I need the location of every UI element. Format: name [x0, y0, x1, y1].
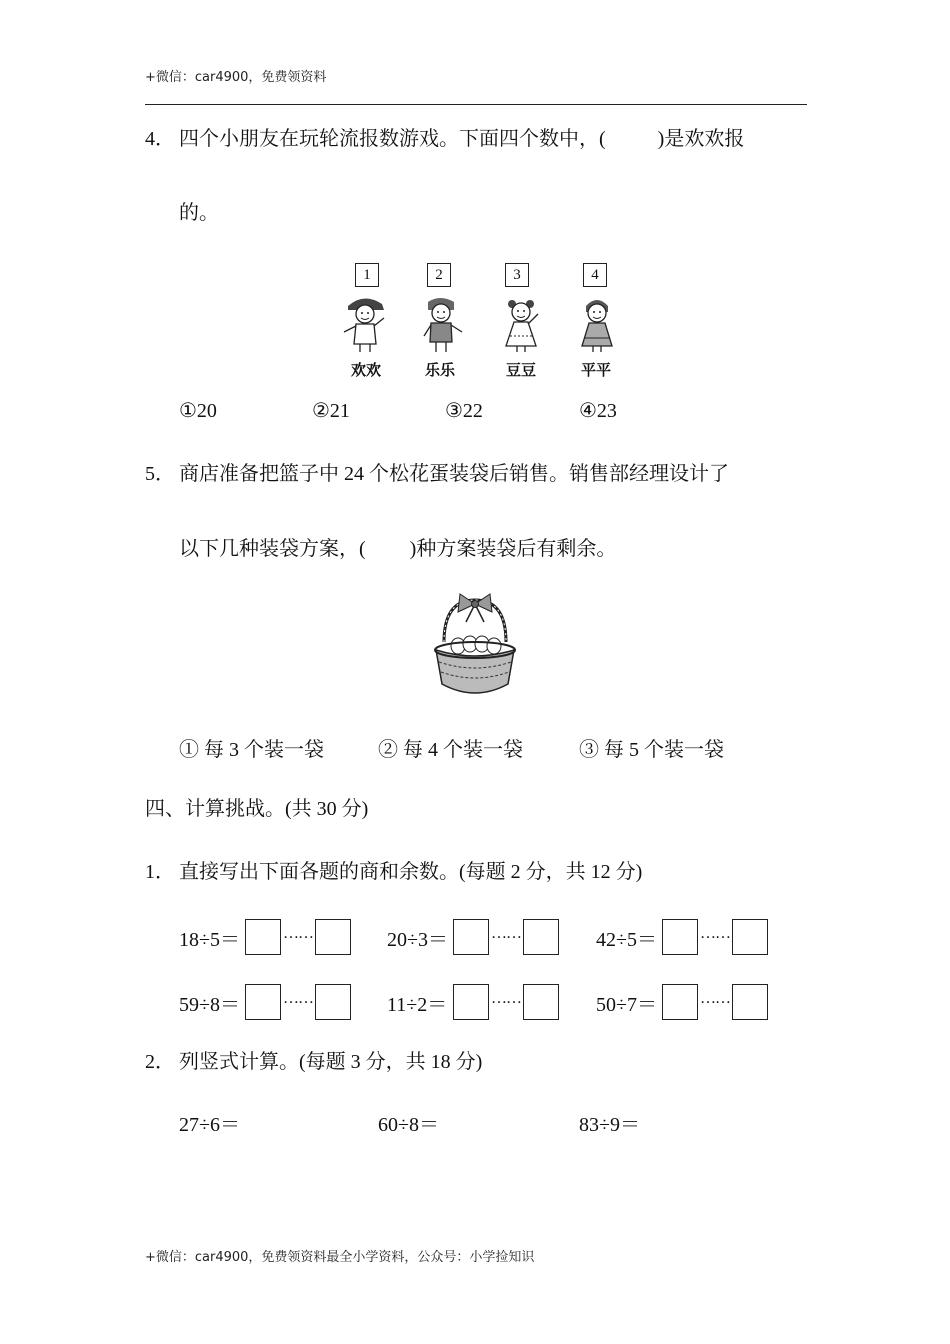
quotient-box[interactable]	[453, 919, 489, 955]
section-4-title: 四、计算挑战。(共 30 分)	[145, 798, 369, 820]
page-footer: +微信：car4900，免费领资料最全小学资料，公众号：小学捡知识	[145, 1250, 535, 1265]
division-row-1	[596, 919, 768, 955]
remainder-box[interactable]	[732, 919, 768, 955]
vertical-calc-item[interactable]: 27÷6＝	[179, 1114, 240, 1136]
remainder-box[interactable]	[523, 919, 559, 955]
remainder-dots: ……	[283, 925, 313, 942]
kid-name: 欢欢	[350, 361, 381, 379]
q5-number: 5．	[145, 463, 175, 485]
c2-number: 2．	[145, 1051, 175, 1073]
division-row-2	[387, 984, 559, 1020]
seat-number-box: 2	[427, 263, 451, 287]
quotient-box[interactable]	[453, 984, 489, 1020]
remainder-box[interactable]	[315, 984, 351, 1020]
q4-option-3[interactable]: ③22	[445, 400, 483, 422]
q4-option-1[interactable]: ①20	[179, 400, 217, 422]
division-row-1	[387, 919, 559, 955]
c1-text: 直接写出下面各题的商和余数。(每题 2 分，共 12 分)	[179, 861, 643, 883]
c1-heading	[145, 860, 642, 884]
kid-name: 乐乐	[424, 361, 455, 379]
quotient-box[interactable]	[662, 919, 698, 955]
q4-text-before: 四个小朋友在玩轮流报数游戏。下面四个数中，(	[179, 128, 606, 150]
remainder-dots: ……	[491, 990, 521, 1007]
q4-text-after: )是欢欢报	[657, 128, 745, 150]
q4-line1	[145, 127, 744, 151]
seat-number-box: 4	[583, 263, 607, 287]
division-expression: 20÷3＝	[387, 928, 448, 951]
quotient-box[interactable]	[245, 984, 281, 1020]
c2-heading	[145, 1050, 482, 1074]
division-row-2	[596, 984, 768, 1020]
division-row-2	[179, 984, 351, 1020]
q5-line2	[179, 537, 616, 561]
kid-name: 豆豆	[505, 361, 536, 379]
q4-option-2[interactable]: ②21	[312, 400, 350, 422]
remainder-dots: ……	[700, 925, 730, 942]
vertical-calc-item[interactable]: 83÷9＝	[579, 1114, 640, 1136]
quotient-box[interactable]	[245, 919, 281, 955]
q4-number: 4．	[145, 128, 175, 150]
division-expression: 11÷2＝	[387, 993, 448, 1016]
quotient-box[interactable]	[662, 984, 698, 1020]
remainder-box[interactable]	[315, 919, 351, 955]
remainder-dots: ……	[700, 990, 730, 1007]
page-header: +微信：car4900，免费领资料	[145, 70, 327, 85]
q4-line2: 的。	[179, 202, 219, 224]
kid-doudou-figure	[490, 292, 550, 354]
kid-pingping-figure	[566, 292, 626, 354]
q5-option-2[interactable]: ② 每 4 个装一袋	[378, 739, 523, 761]
q5-text-line1: 商店准备把篮子中 24 个松花蛋装袋后销售。销售部经理设计了	[179, 463, 729, 485]
remainder-box[interactable]	[732, 984, 768, 1020]
q5-option-1[interactable]: ① 每 3 个装一袋	[179, 739, 324, 761]
remainder-dots: ……	[491, 925, 521, 942]
division-expression: 18÷5＝	[179, 928, 240, 951]
seat-number-box: 1	[355, 263, 379, 287]
q5-text-before: 以下几种装袋方案，(	[179, 538, 366, 560]
division-expression: 42÷5＝	[596, 928, 657, 951]
division-expression: 50÷7＝	[596, 993, 657, 1016]
q5-option-3[interactable]: ③ 每 5 个装一袋	[579, 739, 724, 761]
c1-number: 1．	[145, 861, 175, 883]
kid-name: 平平	[580, 361, 611, 379]
division-expression: 59÷8＝	[179, 993, 240, 1016]
seat-number-box: 3	[505, 263, 529, 287]
q5-line1	[145, 462, 729, 486]
vertical-calc-item[interactable]: 60÷8＝	[378, 1114, 439, 1136]
header-rule	[145, 104, 807, 105]
remainder-dots: ……	[283, 990, 313, 1007]
c2-text: 列竖式计算。(每题 3 分，共 18 分)	[179, 1051, 483, 1073]
q4-option-4[interactable]: ④23	[579, 400, 617, 422]
kid-lele-figure	[410, 292, 470, 354]
division-row-1	[179, 919, 351, 955]
q5-text-after: )种方案装袋后有剩余。	[409, 538, 617, 560]
egg-basket-illustration	[430, 592, 520, 704]
kids-illustration	[330, 258, 630, 383]
remainder-box[interactable]	[523, 984, 559, 1020]
kid-huanhuan-figure	[334, 292, 394, 354]
